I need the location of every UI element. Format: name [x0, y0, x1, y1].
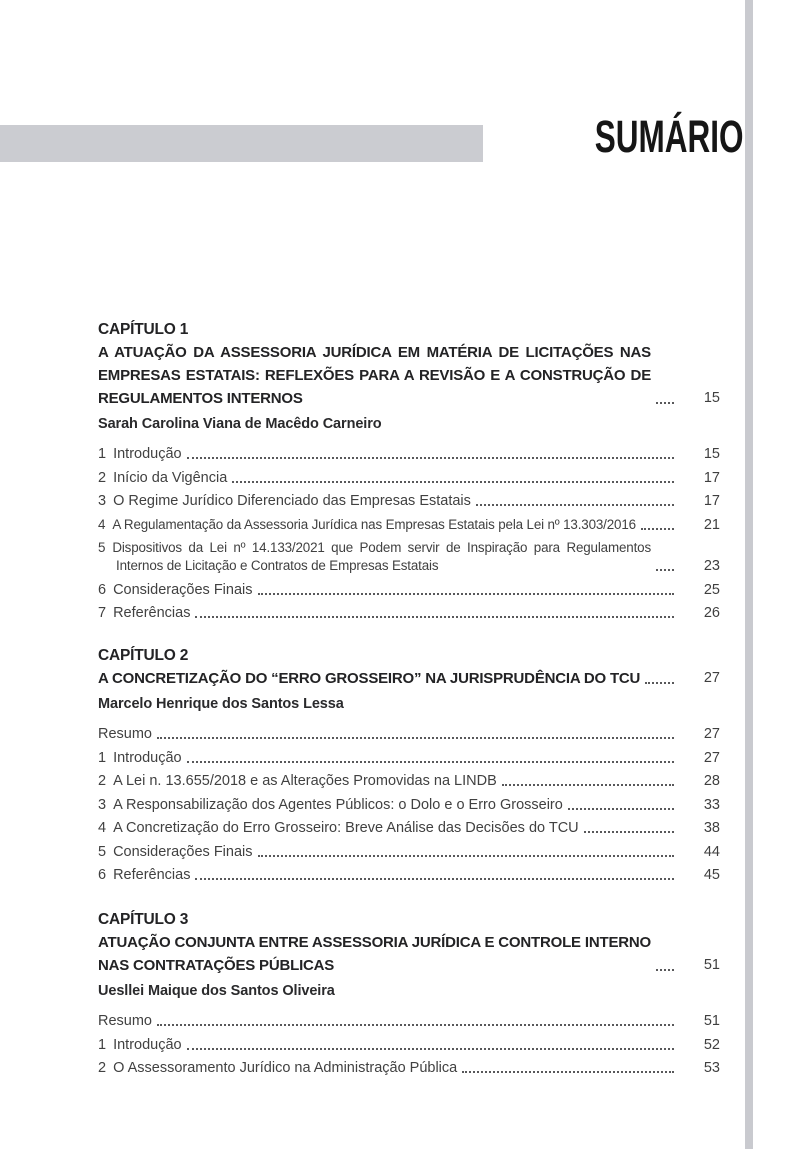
page-number: 25 — [703, 581, 720, 598]
dots-leader — [568, 808, 674, 810]
entry-number: 2 — [98, 773, 107, 789]
entry-text: Resumo — [98, 726, 152, 742]
entry-number: 7 — [98, 605, 107, 621]
dots-leader — [187, 457, 674, 459]
chapter-heading: CAPÍTULO 3 — [98, 911, 189, 928]
chapter-block-1 — [98, 318, 720, 622]
toc-content — [98, 0, 720, 1083]
entry-label — [98, 539, 651, 575]
toc-entries — [98, 725, 720, 884]
page-number: 27 — [703, 749, 720, 766]
entry-text: O Assessoramento Jurídico na Administração Pública — [113, 1060, 458, 1076]
entry-number: 1 — [98, 749, 107, 766]
entry-text: Introdução — [113, 749, 182, 766]
chapter-block-3 — [98, 908, 720, 1077]
entry-text: Considerações Finais — [113, 581, 253, 598]
chapter-title: A CONCRETIZAÇÃO DO “ERRO GROSSEIRO” NA JURISPRUDÊNCIA DO TCU — [98, 670, 641, 687]
entry-label — [98, 1059, 457, 1077]
entry-number: 3 — [98, 493, 107, 509]
dots-leader — [502, 784, 674, 786]
chapter-title: A ATUAÇÃO DA ASSESSORIA JURÍDICA EM MATÉRIA DE LICITAÇÕES NAS EMPRESAS ESTATAIS: REFLEXÕES PARA A REVISÃO E A CONSTRUÇÃO DE REGULAMENTOS INTERNOS — [98, 344, 651, 407]
chapter-block-2 — [98, 644, 720, 884]
toc-entry-row — [98, 469, 720, 487]
page-number: 17 — [703, 469, 720, 486]
dots-leader — [656, 569, 674, 571]
chapter-author: Uesllei Maique dos Santos Oliveira — [98, 983, 335, 999]
right-edge-bar — [745, 0, 753, 1149]
entry-label — [98, 581, 253, 599]
page-number: 53 — [703, 1060, 720, 1076]
entry-label — [98, 604, 190, 622]
entry-label — [98, 725, 152, 743]
entry-text: Referências — [113, 605, 191, 621]
dots-leader — [656, 402, 674, 404]
entry-text: A Concretização do Erro Grosseiro: Breve Análise das Decisões do TCU — [113, 820, 579, 836]
dots-leader — [195, 878, 674, 880]
dots-leader — [258, 593, 674, 595]
toc-entry-row — [98, 604, 720, 622]
dots-leader — [187, 761, 674, 763]
entry-label — [98, 843, 253, 861]
toc-entry-row — [98, 843, 720, 861]
page-number: 15 — [703, 446, 720, 462]
chapter-heading: CAPÍTULO 2 — [98, 647, 189, 664]
chapter-author: Marcelo Henrique dos Santos Lessa — [98, 696, 344, 712]
entry-number: 6 — [98, 581, 107, 598]
page-number: 26 — [703, 605, 720, 621]
entry-text: Resumo — [98, 1013, 152, 1029]
chapter-title-row — [98, 931, 720, 977]
entry-number: 3 — [98, 796, 107, 813]
entry-number: 5 — [98, 540, 106, 555]
page-number: 38 — [703, 820, 720, 836]
entry-text: Início da Vigência — [113, 469, 228, 486]
toc-entry-row — [98, 492, 720, 510]
page-number: 45 — [703, 867, 720, 883]
page-number: 23 — [703, 558, 720, 574]
toc-entries — [98, 445, 720, 622]
page-number: 15 — [703, 390, 720, 406]
entry-number: 2 — [98, 1060, 107, 1076]
toc-entry-row — [98, 539, 720, 575]
dots-leader — [656, 969, 674, 971]
chapter-title-row — [98, 341, 720, 410]
toc-entry-row — [98, 445, 720, 463]
entry-label — [98, 866, 190, 884]
dots-leader — [584, 831, 674, 833]
dots-leader — [232, 481, 674, 483]
page-number: 21 — [703, 516, 720, 533]
dots-leader — [645, 682, 674, 684]
entry-label — [98, 445, 182, 463]
page-number: 33 — [703, 796, 720, 813]
entry-text: A Lei n. 13.655/2018 e as Alterações Promovidas na LINDB — [113, 773, 497, 789]
entry-number: 6 — [98, 867, 107, 883]
entry-number: 4 — [98, 516, 106, 532]
entry-text: A Responsabilização dos Agentes Públicos: o Dolo e o Erro Grosseiro — [113, 796, 563, 813]
chapter-author: Sarah Carolina Viana de Macêdo Carneiro — [98, 416, 382, 432]
page-number: 52 — [703, 1036, 720, 1053]
toc-entry-row — [98, 866, 720, 884]
toc-entry-row — [98, 1036, 720, 1054]
toc-entry-row — [98, 819, 720, 837]
entry-text: A Regulamentação da Assessoria Jurídica nas Empresas Estatais pela Lei nº 13.303/2016 — [112, 516, 636, 532]
entry-text: Introdução — [113, 446, 182, 462]
page-number: 44 — [703, 843, 720, 860]
toc-entry-row — [98, 1059, 720, 1077]
dots-leader — [157, 737, 674, 739]
dots-leader — [157, 1024, 674, 1026]
page-number: 51 — [703, 957, 720, 973]
toc-entry-row — [98, 516, 720, 534]
entry-text: Dispositivos da Lei nº 14.133/2021 que Podem servir de Inspiração para Regulamentos Internos de Licitação e Contratos de Empresas Estatais — [112, 540, 651, 573]
toc-entry-row — [98, 749, 720, 767]
entry-label — [98, 492, 471, 510]
entry-number: 1 — [98, 1036, 107, 1053]
page-number: 27 — [703, 726, 720, 742]
entry-number: 1 — [98, 446, 107, 462]
dots-leader — [641, 528, 674, 530]
toc-entry-row — [98, 772, 720, 790]
entry-label — [98, 469, 227, 487]
page-number: 51 — [703, 1013, 720, 1029]
dots-leader — [195, 616, 674, 618]
entry-text: Referências — [113, 867, 191, 883]
page-title: SUMÁRIO — [594, 111, 743, 162]
entry-label — [98, 749, 182, 767]
entry-number: 4 — [98, 820, 107, 836]
chapter-title: ATUAÇÃO CONJUNTA ENTRE ASSESSORIA JURÍDICA E CONTROLE INTERNO NAS CONTRATAÇÕES PÚBLICAS — [98, 934, 651, 974]
toc-entry-row — [98, 581, 720, 599]
toc-entry-row — [98, 796, 720, 814]
toc-entry-row — [98, 1012, 720, 1030]
entry-number: 5 — [98, 843, 107, 860]
toc-entry-row — [98, 725, 720, 743]
entry-text: Introdução — [113, 1036, 182, 1053]
chapter-title-row — [98, 667, 720, 690]
entry-label — [98, 516, 636, 534]
entry-label — [98, 819, 579, 837]
entry-label — [98, 772, 497, 790]
dots-leader — [187, 1048, 674, 1050]
entry-number: 2 — [98, 469, 107, 486]
entry-label — [98, 1012, 152, 1030]
page-number: 27 — [703, 670, 720, 686]
entry-label — [98, 796, 563, 814]
dots-leader — [258, 855, 674, 857]
page-number: 17 — [703, 493, 720, 509]
entry-label — [98, 1036, 182, 1054]
dots-leader — [476, 504, 674, 506]
toc-entries — [98, 1012, 720, 1077]
dots-leader — [462, 1071, 674, 1073]
page-number: 28 — [703, 773, 720, 789]
entry-text: Considerações Finais — [113, 843, 253, 860]
chapter-heading: CAPÍTULO 1 — [98, 321, 189, 338]
entry-text: O Regime Jurídico Diferenciado das Empresas Estatais — [113, 493, 471, 509]
